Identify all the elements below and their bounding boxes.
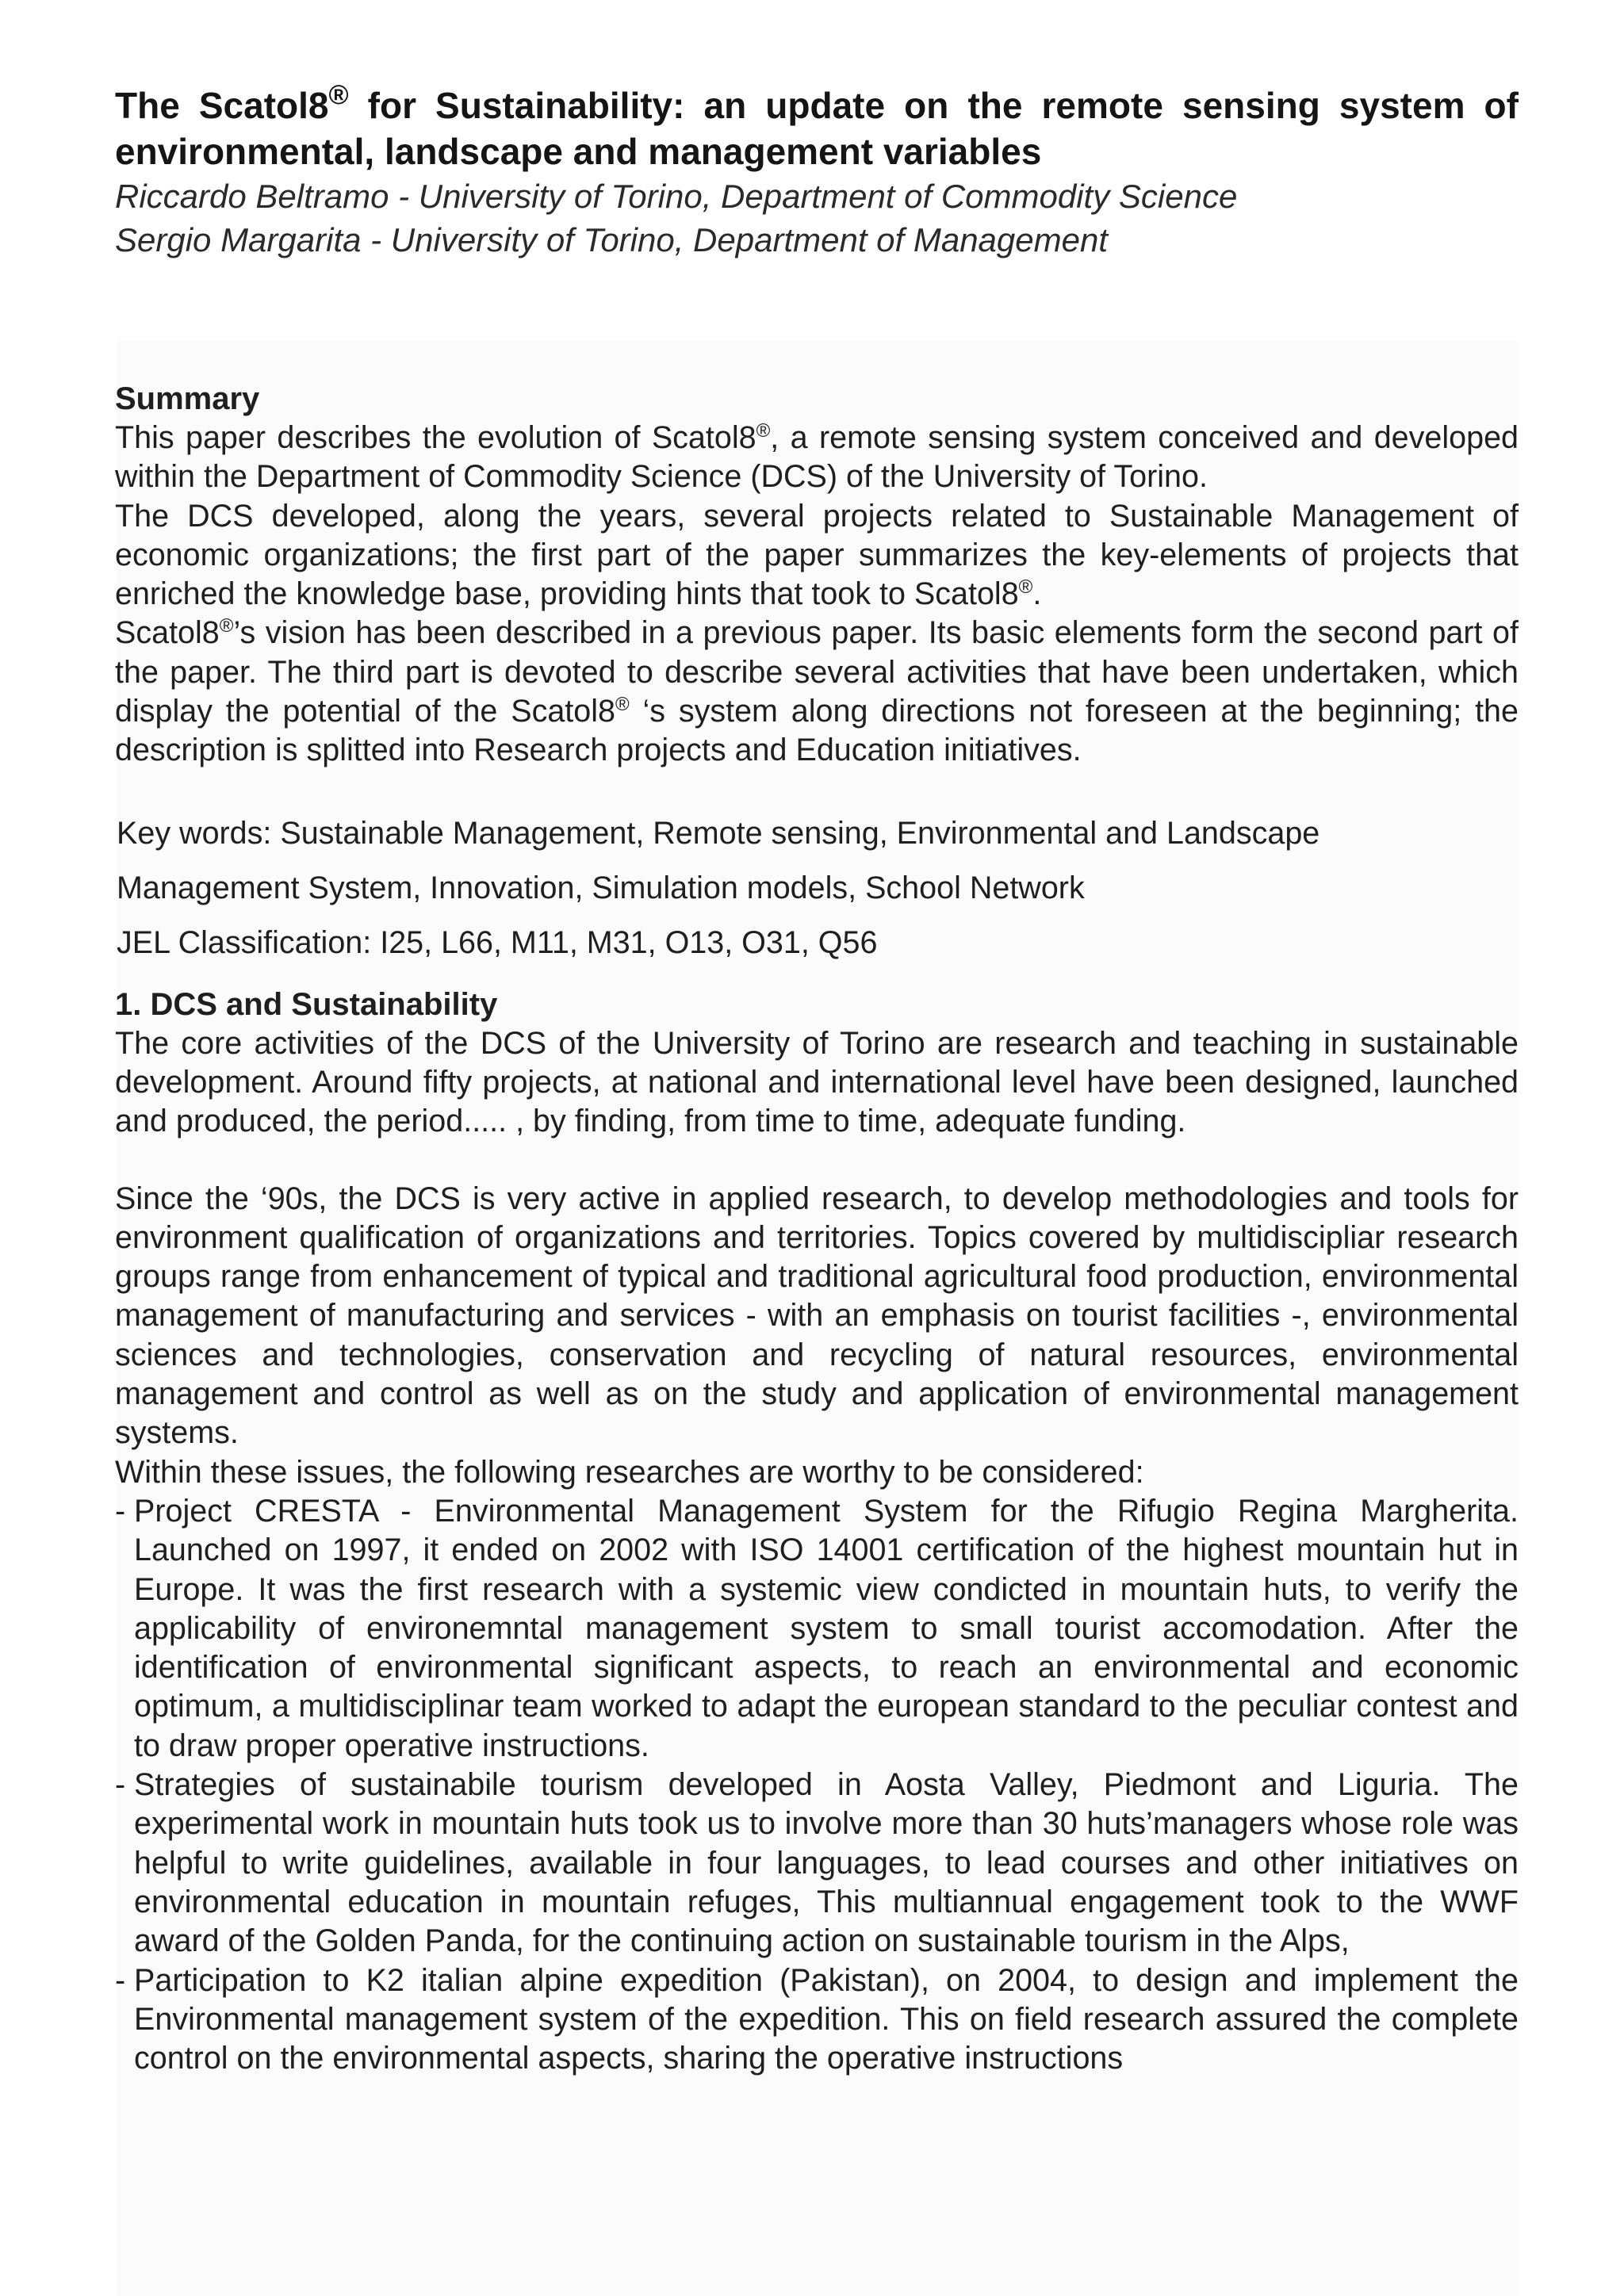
keywords-block — [115, 806, 1519, 970]
paper-content — [115, 82, 1519, 2078]
list-item: - Project CRESTA - Environmental Management System for the Rifugio Regina Margherita. Launched on 1997, it ended on 2002 with ISO 14001 certification of the highest mountain hut in Europe. It was the first research with a systemic view condicted in mountain huts, to verify the applicability of environemntal management system to small tourist accomodation. After the identification of environmental significant aspects, to reach an environmental and economic optimum, a multidisciplinar team worked to adapt the european standard to the peculiar contest and to draw proper operative instructions. — [115, 1492, 1519, 1766]
jel-classification: JEL Classification: I25, L66, M11, M31, O13, O31, Q56 — [117, 924, 878, 960]
section-1-heading: 1. DCS and Sustainability — [115, 986, 498, 1022]
summary-paragraph-1: This paper describes the evolution of Scatol8®, a remote sensing system conceived and developed within the Department of Commodity Science (DCS) of the University of Torino. — [115, 420, 1519, 495]
section-1-paragraph-3: Within these issues, the following researches are worthy to be considered: — [115, 1454, 1144, 1490]
author-1: Riccardo Beltramo - University of Torino, Department of Commodity Science — [115, 178, 1238, 215]
section-1-paragraph-2: Since the ‘90s, the DCS is very active in applied research, to develop methodologies and tools for environment qualification of organizations and territories. Topics covered by multidiscipliar research groups range from enhancement of typical and traditional agricultural food production, environmental management of manufacturing and services - with an emphasis on tourist facilities -, environmental sciences and technologies, conservation and recycling of natural resources, environmental management and control as well as on the study and application of environmental management systems. — [115, 1181, 1519, 1451]
author-2: Sergio Margarita - University of Torino, Department of Management — [115, 221, 1109, 258]
summary-heading: Summary — [115, 381, 260, 416]
keywords-line-2: Management System, Innovation, Simulation models, School Network — [117, 870, 1085, 905]
paper-title: The Scatol8® for Sustainability: an update on the remote sensing system of environmental, landscape and management variables — [115, 80, 1519, 172]
list-item: - Strategies of sustainabile tourism developed in Aosta Valley, Piedmont and Liguria. The experimental work in mountain huts took us to involve more than 30 huts’managers whose role was helpful to write guidelines, available in four languages, to lead courses and other initiatives on environmental education in mountain refuges, This multiannual engagement took to the WWF award of the Golden Panda, for the continuing action on sustainable tourism in the Alps, — [115, 1766, 1519, 1961]
research-list — [115, 1492, 1519, 2078]
keywords-line-1: Key words: Sustainable Management, Remote sensing, Environmental and Landscape — [117, 815, 1320, 851]
registered-mark: ® — [328, 80, 349, 110]
summary-paragraph-2: The DCS developed, along the years, several projects related to Sustainable Management of economic organizations; the first part of the paper summarizes the key-elements of projects that enriched the knowledge base, providing hints that took to Scatol8®. — [115, 498, 1519, 612]
list-item: - Participation to K2 italian alpine expedition (Pakistan), on 2004, to design and implement the Environmental management system of the expedition. This on field research assured the complete control on the environmental aspects, sharing the operative instructions — [115, 1961, 1519, 2079]
summary-paragraph-3: Scatol8®’s vision has been described in a previous paper. Its basic elements form the second part of the paper. The third part is devoted to describe several activities that have been undertaken, which display the potential of the Scatol8® ‘s system along directions not foreseen at the beginning; the description is splitted into Research projects and Education initiatives. — [115, 615, 1519, 768]
section-1-paragraph-1: The core activities of the DCS of the University of Torino are research and teaching in sustainable development. Around fifty projects, at national and international level have been designed, launched and produced, the period..... , by finding, from time to time, adequate funding. — [115, 1025, 1519, 1139]
